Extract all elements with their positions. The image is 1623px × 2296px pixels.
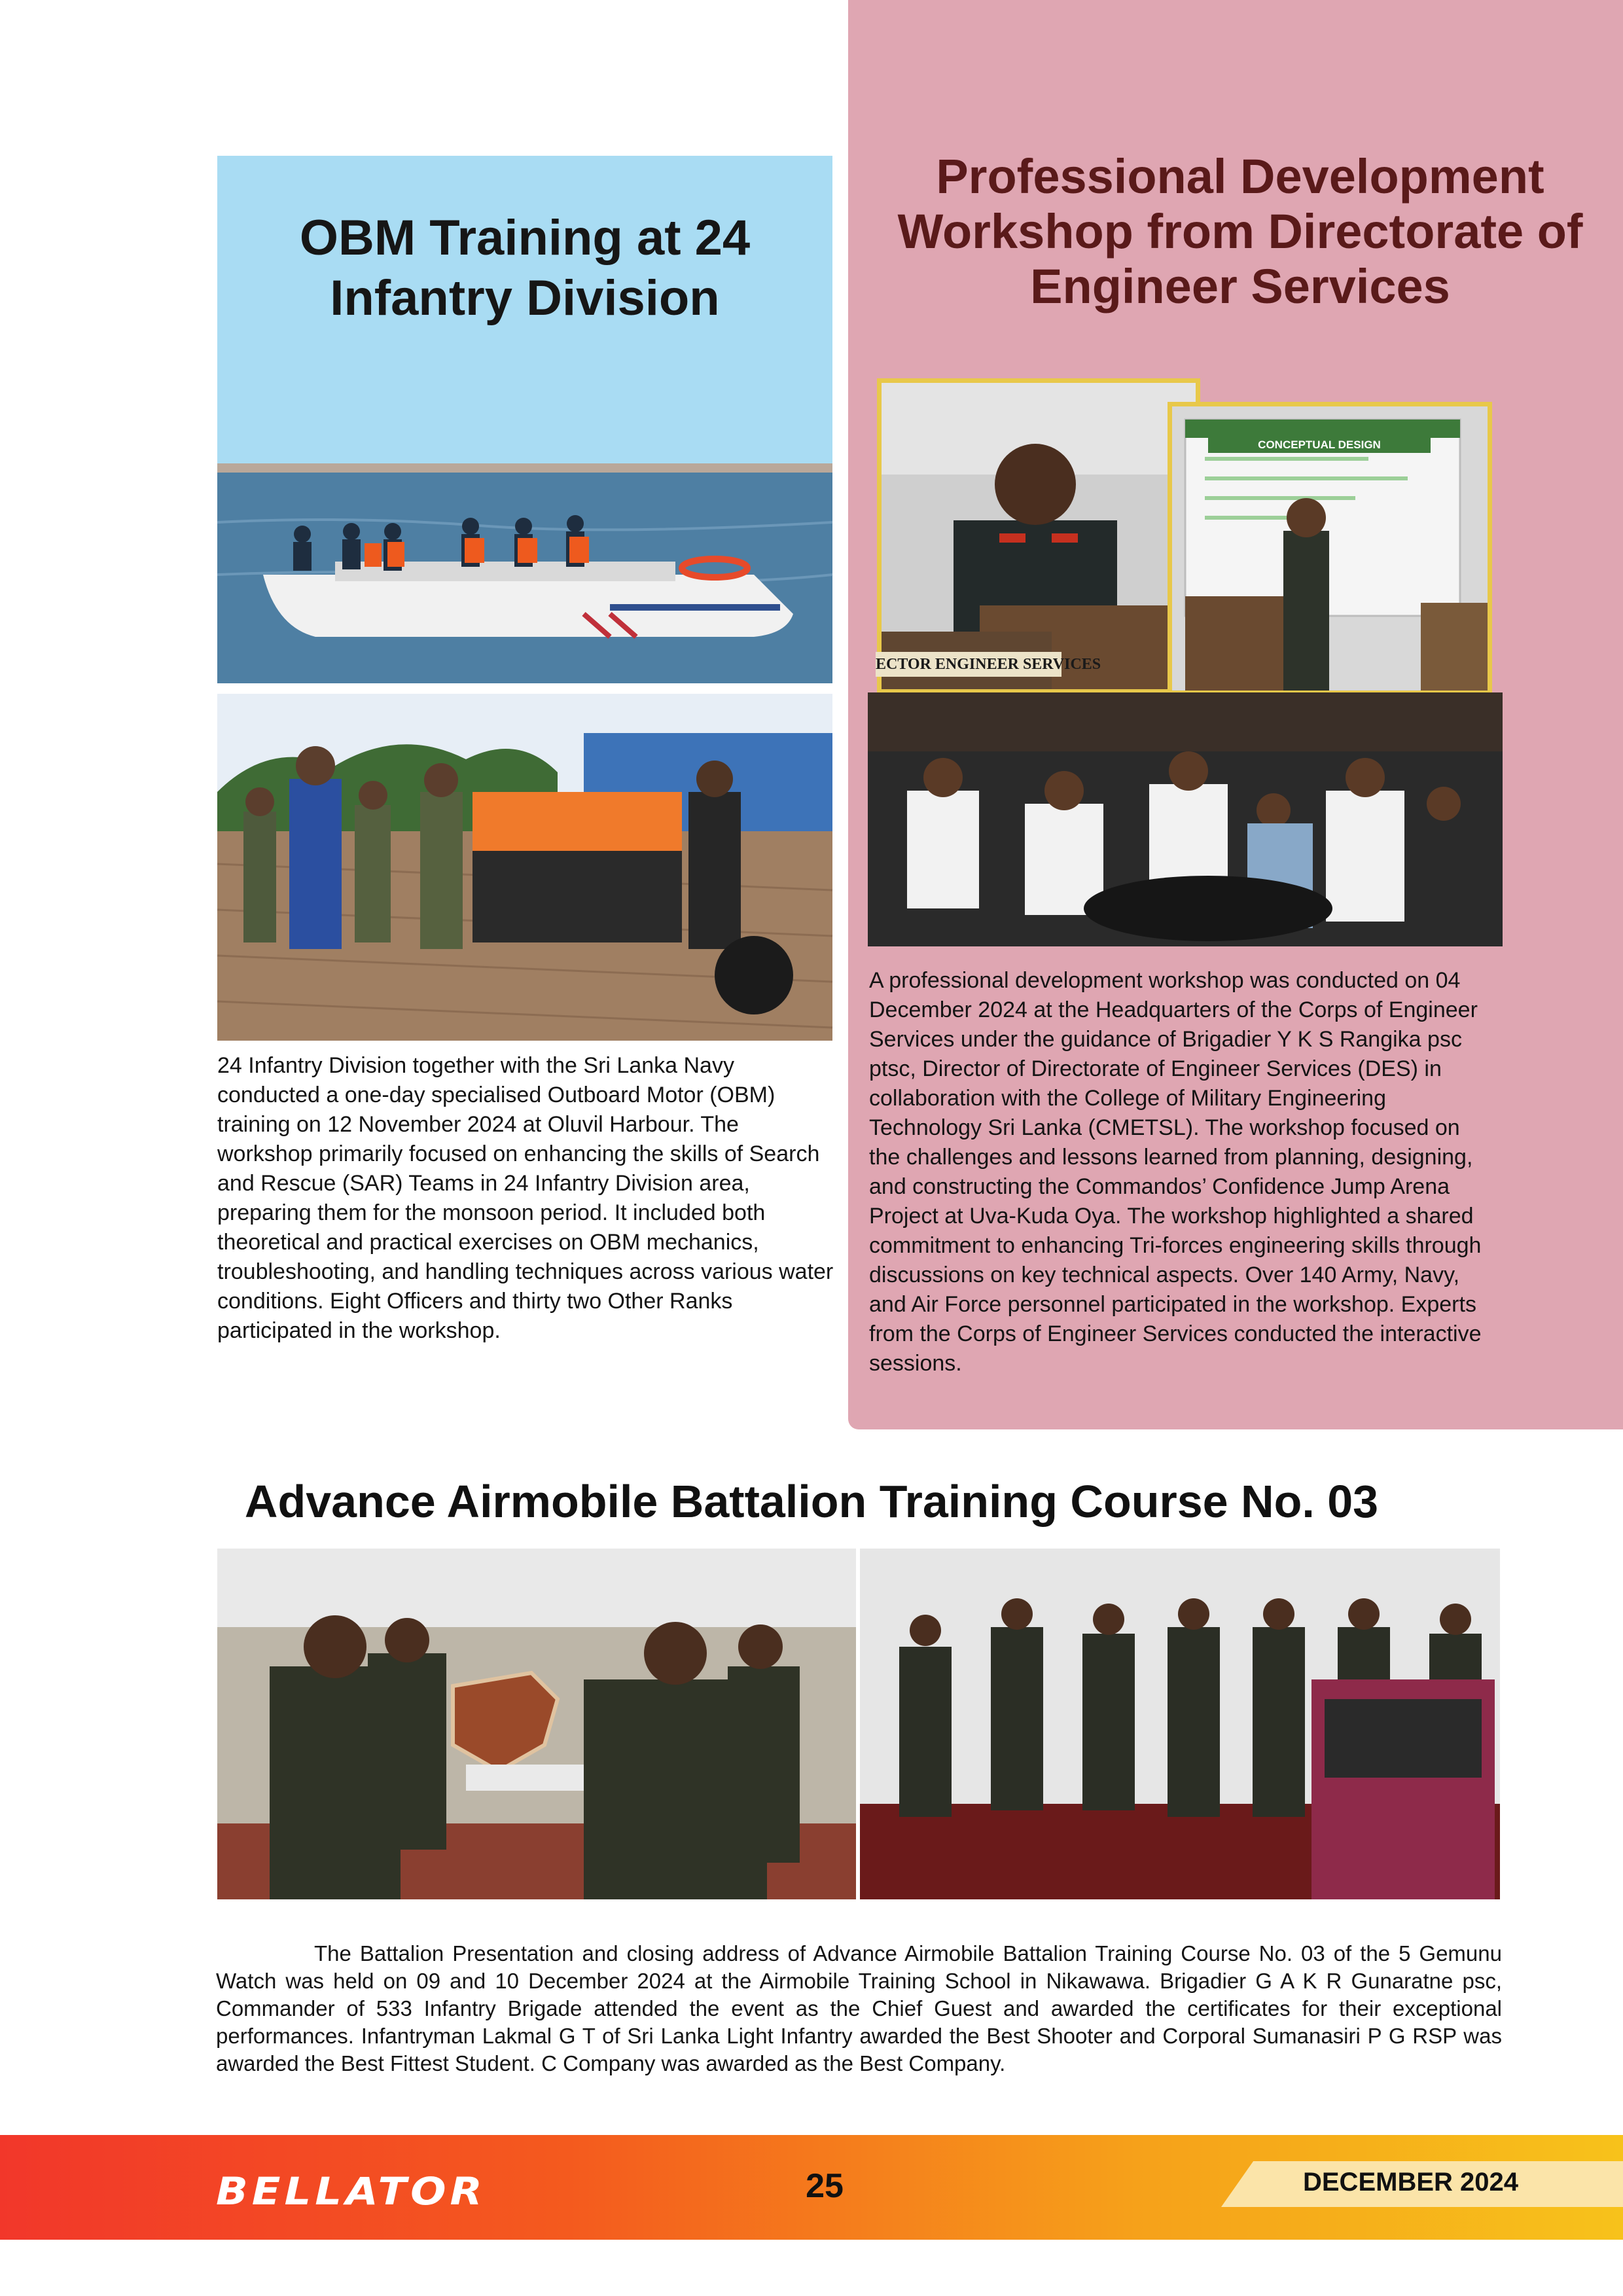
workshop-article-body: A professional development workshop was conducted on 04 December 2024 at the Headquarters of the Corps of Engineer Services under the guidance of Brigadier Y K S Rangika psc ptsc, Director of Directorate of Engineer Services (DES) in collaboration with the College of Military Engineering Technology Sri Lanka (CMETSL). The workshop focused on the challenges and lessons learned from planning, designing, and constructing the Commandos’ Confidence Jump Arena Project at Uva-Kuda Oya. The workshop highlighted a shared commitment to enhancing Tri-forces engineering skills through discussions on key technical aspects. Over 140 Army, Navy, and Air Force personnel participated in the workshop. Experts from the Corps of Engineer Services conducted the interactive sessions. — [869, 968, 1482, 1376]
airmobile-article-body: The Battalion Presentation and closing address of Advance Airmobile Battalion Training Course No. 03 of the 5 Gemunu Watch was held on 09 and 10 December 2024 at the Airmobile Training School in Nikawawa. Brigadier G A K R Gunaratne psc, Commander of 533 Infantry Brigade attended the event as the Chief Guest and awarded the certificates for their exceptional performances. Infantryman Lakmal G T of Sri Lanka Light Infantry awarded the Best Shooter and Corporal Sumanasiri P G RSP was awarded the Best Fittest Student. C Company was awarded as the Best Company. — [216, 1941, 1502, 2075]
obm-article-body: 24 Infantry Division together with the Sri Lanka Navy conducted a one-day specialised Outboard Motor (OBM) training on 12 November 2024 at Oluvil Harbour. The workshop primarily focused on enhancing the skills of Search and Rescue (SAR) Teams in 24 Infantry Division area, preparing them for the monsoon period. It included both theoretical and practical exercises on OBM mechanics, troubleshooting, and handling techniques across various water conditions. Eight Officers and thirty two Other Ranks participated in the workshop. — [217, 1053, 834, 1343]
airmobile-lineup-photo — [860, 1549, 1500, 1899]
obm-group-photo — [217, 694, 832, 1041]
workshop-speaker-photo — [877, 378, 1200, 694]
workshop-article-title: Professional Development Workshop from Directorate of Engineer Services — [897, 149, 1583, 314]
page-number: 25 — [806, 2167, 844, 2205]
airmobile-article-title: Advance Airmobile Battalion Training Course No. 03 — [244, 1476, 1379, 1527]
podium-sign: ECTOR ENGINEER SERVICES — [876, 652, 1061, 677]
workshop-audience-photo — [868, 692, 1503, 946]
slide-heading: CONCEPTUAL DESIGN — [1208, 437, 1431, 453]
issue-date: DECEMBER 2024 — [1302, 2168, 1518, 2197]
magazine-brand: BELLATOR — [216, 2170, 486, 2214]
airmobile-presentation-photo — [217, 1549, 856, 1899]
obm-article-title: OBM Training at 24 Infantry Division — [299, 210, 751, 326]
